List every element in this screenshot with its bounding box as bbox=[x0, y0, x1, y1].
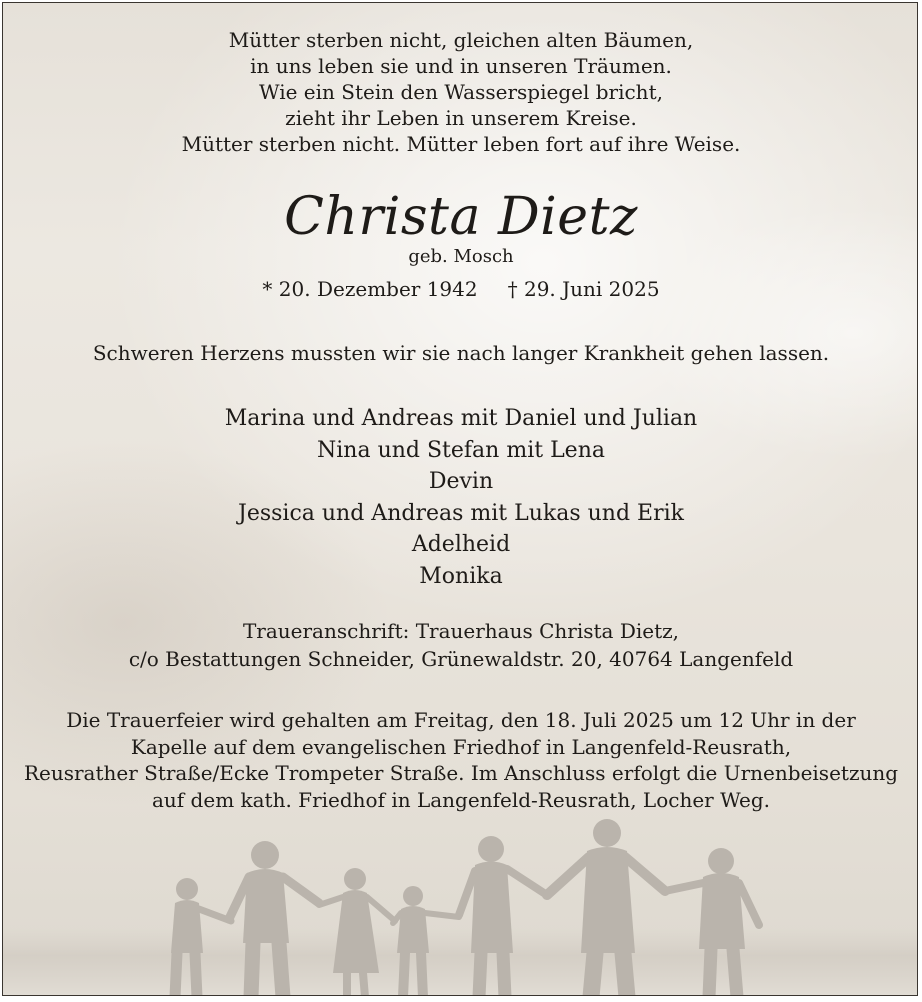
mourner-line: Devin bbox=[428, 469, 494, 494]
poem-line: zieht ihr Leben in unserem Kreise. bbox=[285, 106, 637, 130]
address-line: Traueranschrift: Trauerhaus Christa Dietz, bbox=[242, 619, 680, 643]
address-line: c/o Bestattungen Schneider, Grünewaldstr. 20, 40764 Langenfeld bbox=[128, 647, 794, 671]
ceremony-line: Reusrather Straße/Ecke Trompeter Straße. Im Anschluss erfolgt die Urnenbeisetzung bbox=[23, 761, 899, 785]
poem-line: Wie ein Stein den Wasserspiegel bricht, bbox=[259, 80, 663, 104]
mourner-line: Adelheid bbox=[411, 532, 511, 557]
obituary-card bbox=[2, 2, 918, 996]
funeral-ceremony-info bbox=[3, 707, 918, 813]
ceremony-line: Die Trauerfeier wird gehalten am Freitag, den 18. Juli 2025 um 12 Uhr in der bbox=[66, 708, 856, 732]
poem-line: Mütter sterben nicht. Mütter leben fort auf ihre Weise. bbox=[181, 132, 741, 156]
ceremony-line: auf dem kath. Friedhof in Langenfeld-Reusrath, Locher Weg. bbox=[151, 787, 771, 812]
poem-line: in uns leben sie und in unseren Träumen. bbox=[250, 54, 672, 78]
condolence-address bbox=[3, 617, 918, 673]
ceremony-line: Kapelle auf dem evangelischen Friedhof in Langenfeld-Reusrath, bbox=[130, 734, 792, 759]
birth-name: geb. Mosch bbox=[408, 246, 514, 267]
mourner-line: Marina und Andreas mit Daniel und Julian bbox=[224, 406, 698, 431]
life-dates bbox=[3, 275, 918, 303]
intro-sentence: Schweren Herzens mussten wir sie nach langer Krankheit gehen lassen. bbox=[92, 341, 830, 365]
poem-line: Mütter sterben nicht, gleichen alten Bäumen, bbox=[228, 28, 694, 52]
death-date: † 29. Juni 2025 bbox=[507, 277, 660, 301]
birth-date: * 20. Dezember 1942 bbox=[262, 277, 478, 301]
deceased-name: Christa Dietz bbox=[284, 187, 638, 247]
mourner-line: Nina und Stefan mit Lena bbox=[317, 437, 605, 463]
mourner-line: Monika bbox=[419, 563, 503, 589]
poem bbox=[3, 27, 918, 157]
mourner-line: Jessica und Andreas mit Lukas und Erik bbox=[238, 500, 684, 526]
mourners-list bbox=[3, 403, 918, 592]
